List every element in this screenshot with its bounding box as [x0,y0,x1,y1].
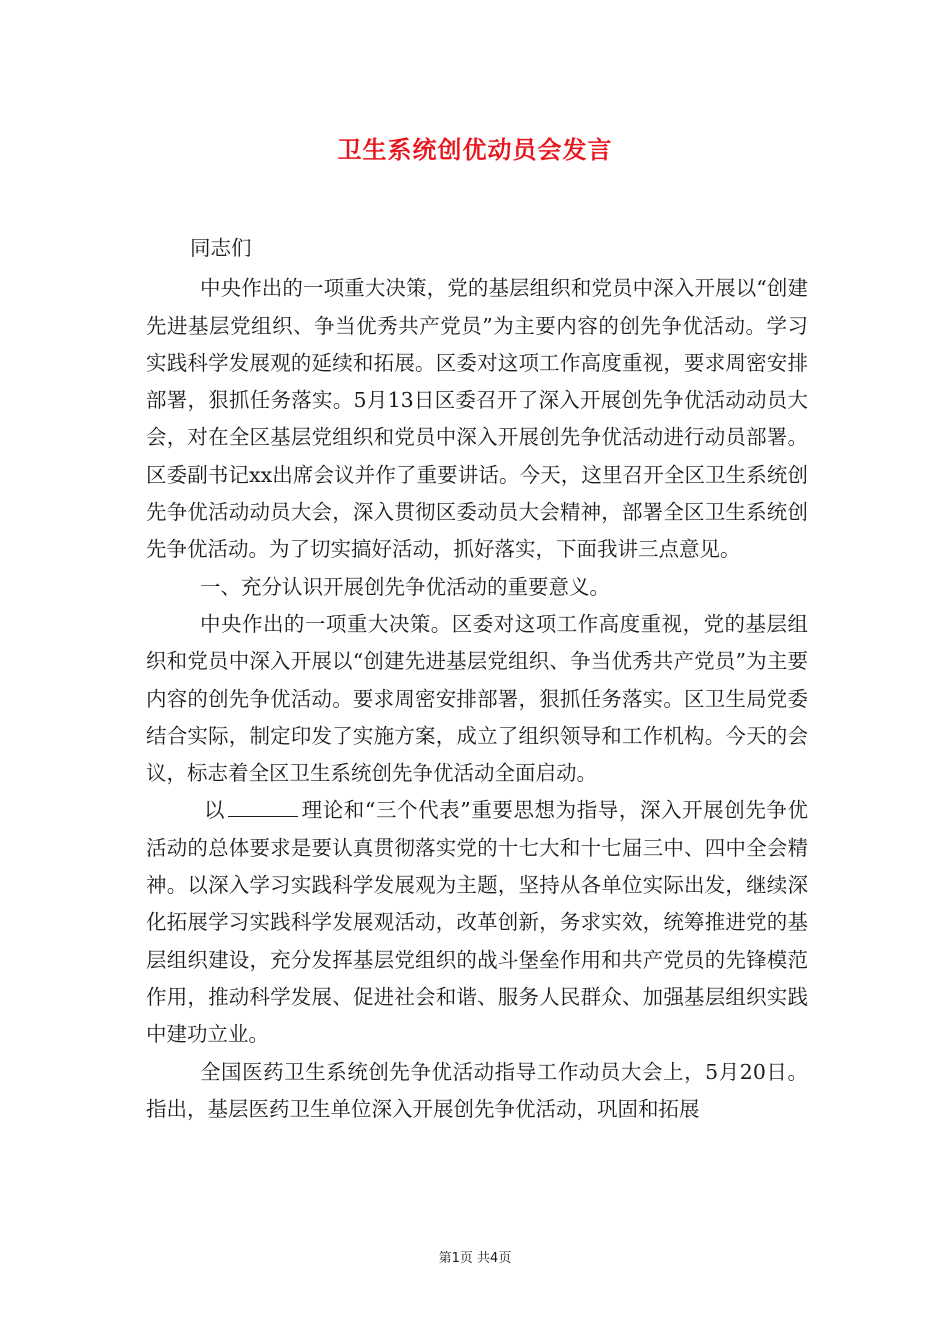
guidance-prefix: 以 [204,798,226,823]
document-title: 卫生系统创优动员会发言 [337,136,613,164]
section-heading-1: 一、充分认识开展创先争优活动的重要意义。 [200,574,610,599]
fill-in-blank [228,798,298,817]
page-number-footer: 第1页 共4页 [438,1251,512,1266]
paragraph-opening: 中央作出的一项重大决策，党的基层组织和党员中深入开展以“创建先进基层党组织、争当优秀共产党员”为主要内容的创先争优活动。学习实践科学发展观的延续和拓展。区委对这项工作高度重视，要求周密安排部署，狠抓任务落实。5月13日区委召开了深入开展创先争优活动动员大会，对在全区基层党组织和党员中深入开展创先争优活动进行动员部署。区委副书记xx出席会议并作了重要讲话。今天，这里召开全区卫生系统创先争优活动动员大会，深入贯彻区委动员大会精神，部署全区卫生系统创先争优活动。为了切实搞好活动，抓好落实，下面我讲三点意见。 [146,276,808,562]
document-body [146,230,808,1128]
paragraph-national-meeting: 全国医药卫生系统创先争优活动指导工作动员大会上，5月20日。指出，基层医药卫生单位深入开展创先争优活动，巩固和拓展 [146,1059,808,1121]
paragraph-guidance [146,792,808,1053]
salutation: 同志们 [190,236,252,260]
paragraph-significance: 中央作出的一项重大决策。区委对这项工作高度重视，党的基层组织和党员中深入开展以“创建先进基层党组织、争当优秀共产党员”为主要内容的创先争优活动。要求周密安排部署，狠抓任务落实。区卫生局党委结合实际，制定印发了实施方案，成立了组织领导和工作机构。今天的会议，标志着全区卫生系统创先争优活动全面启动。 [146,611,808,786]
guidance-text: 理论和“三个代表”重要思想为指导，深入开展创先争优活动的总体要求是要认真贯彻落实党的十七大和十七届三中、四中全会精神。以深入学习实践科学发展观为主题，坚持从各单位实际出发，继续深化拓展学习实践科学发展观活动，改革创新，务求实效，统筹推进党的基层组织建设，充分发挥基层党组织的战斗堡垒作用和共产党员的先锋模范作用，推动科学发展、促进社会和谐、服务人民群众、加强基层组织实践中建功立业。 [146,798,808,1047]
